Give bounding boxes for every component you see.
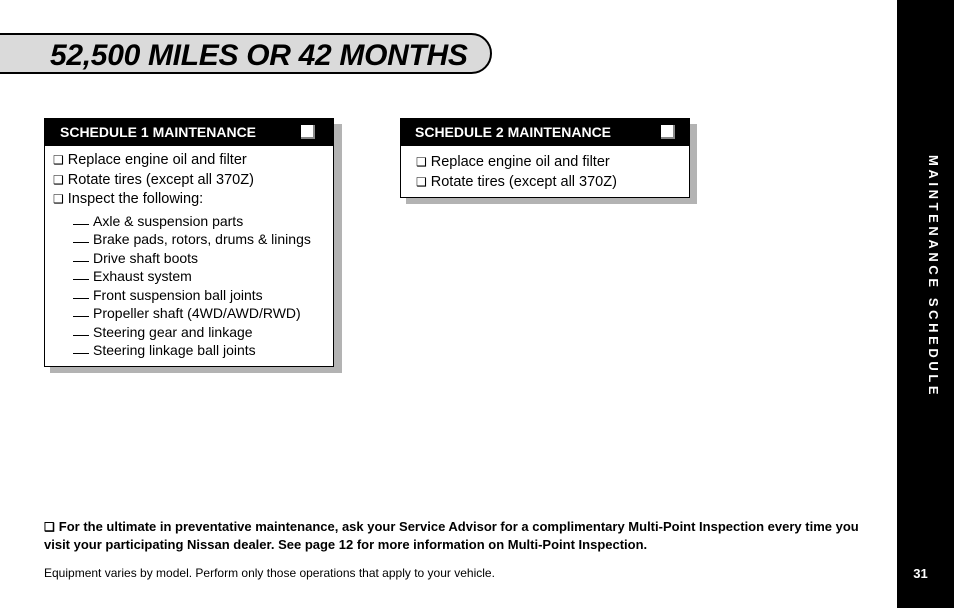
section-label: MAINTENANCE SCHEDULE (926, 155, 941, 399)
inspect-item (53, 304, 333, 323)
blank-line-icon (73, 242, 89, 243)
schedule-1-card (44, 118, 334, 367)
schedule-1-header-label: SCHEDULE 1 MAINTENANCE (60, 124, 257, 140)
inspect-item (53, 249, 333, 268)
inspect-item (53, 323, 333, 342)
checkbox-icon: ❑ (44, 520, 55, 534)
disclaimer: Equipment varies by model. Perform only those operations that apply to your vehicle. (44, 566, 495, 580)
inspect-item-label: Steering linkage ball joints (93, 342, 256, 358)
inspect-item (53, 267, 333, 286)
blank-line-icon (73, 298, 89, 299)
inspect-item (53, 341, 333, 360)
list-item (416, 153, 689, 173)
list-item (53, 190, 333, 210)
schedule-2-header-label: SCHEDULE 2 MAINTENANCE (415, 124, 612, 140)
inspect-item-label: Brake pads, rotors, drums & linings (93, 231, 311, 247)
schedule-1-list (45, 146, 333, 360)
note-text: For the ultimate in preventative maintenance, ask your Service Advisor for a complimentary Multi-Point Inspection every time you visit your participating Nissan dealer. See page 12 for more information on Multi-Point Inspection. (44, 519, 859, 552)
checkbox-icon: ❑ (416, 174, 427, 189)
inspect-item (53, 212, 333, 231)
list-item (416, 173, 689, 193)
blank-line-icon (73, 316, 89, 317)
blank-line-icon (73, 224, 89, 225)
checkbox-icon: ❑ (53, 153, 64, 167)
list-item-label: Replace engine oil and filter (67, 152, 247, 168)
page-number: 31 (913, 566, 928, 581)
blank-line-icon (73, 353, 89, 354)
blank-line-icon (73, 279, 89, 280)
list-item-label: Replace engine oil and filter (430, 154, 610, 170)
header-checkbox-icon (301, 125, 315, 139)
checkbox-icon: ❑ (53, 172, 64, 187)
blank-line-icon (73, 335, 89, 336)
checkbox-icon: ❑ (416, 155, 427, 169)
header-checkbox-icon (661, 125, 675, 139)
page-title: 52,500 MILES OR 42 MONTHS (50, 39, 468, 72)
inspect-item-label: Axle & suspension parts (93, 212, 244, 229)
inspect-item-label: Propeller shaft (4WD/AWD/RWD) (93, 305, 301, 321)
inspect-item-label: Drive shaft boots (93, 249, 199, 266)
list-item-label: Rotate tires (except all 370Z) (67, 171, 254, 188)
inspect-item-label: Front suspension ball joints (93, 286, 263, 303)
list-item (53, 171, 333, 191)
schedule-2-card (400, 118, 690, 198)
checkbox-icon: ❑ (53, 192, 64, 206)
list-item (53, 151, 333, 171)
inspect-item-label: Steering gear and linkage (93, 323, 253, 340)
blank-line-icon (73, 261, 89, 262)
schedule-2-header (401, 119, 689, 146)
multi-point-inspection-note (44, 518, 884, 554)
schedule-1-header (45, 119, 333, 146)
inspect-item (53, 286, 333, 305)
list-item-label: Rotate tires (except all 370Z) (430, 173, 617, 190)
inspect-item (53, 230, 333, 249)
schedule-2-list (401, 146, 689, 192)
inspect-item-label: Exhaust system (93, 268, 192, 284)
list-item-label: Inspect the following: (67, 191, 204, 207)
